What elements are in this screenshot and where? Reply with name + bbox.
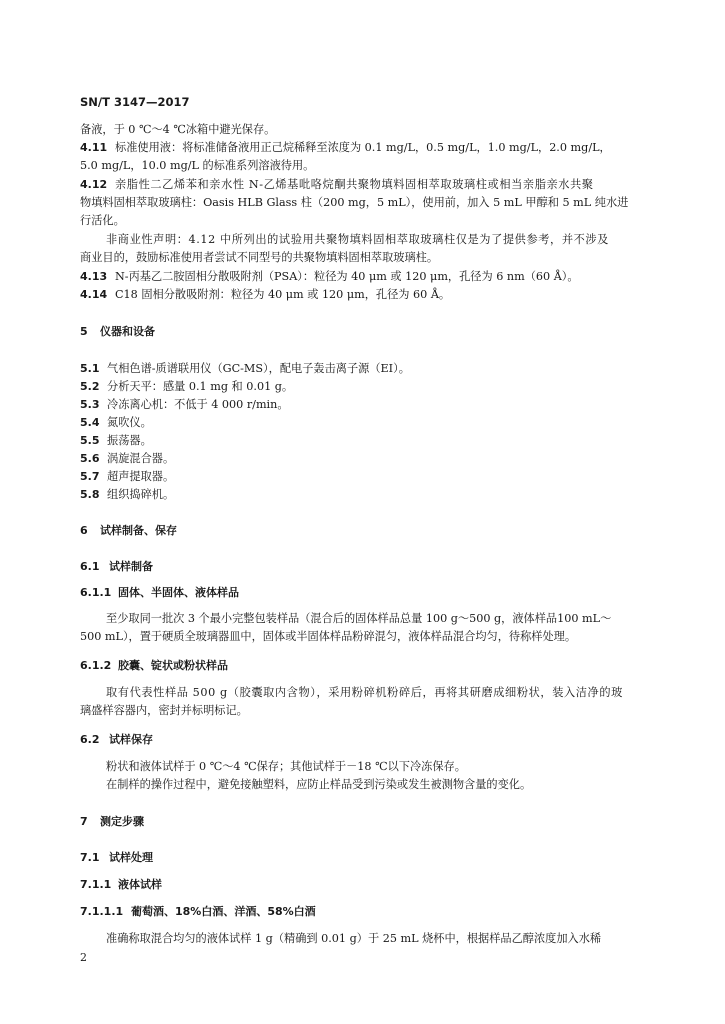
section-heading: 胶囊、锭状或粉状样品 <box>118 659 228 672</box>
paragraph-line: 涡旋混合器。 <box>107 452 175 465</box>
section-number: 7.1.1 <box>80 878 112 891</box>
paragraph-line: 超声提取器。 <box>107 470 175 483</box>
section-number: 7.1 <box>80 851 100 864</box>
section-number: 6 <box>80 524 88 537</box>
section-number: 6.1.2 <box>80 659 112 672</box>
paragraph-line: 粉状和液体试样于 0 ℃～4 ℃保存；其他试样于－18 ℃以下冷冻保存。 <box>106 760 466 773</box>
clause-number: 4.12 <box>80 178 108 191</box>
section-number: 5 <box>80 325 88 338</box>
page-number: 2 <box>80 951 87 964</box>
paragraph-line: 冷冻离心机：不低于 4 000 r/min。 <box>107 398 289 411</box>
clause-number: 4.11 <box>80 141 108 154</box>
section-number: 7 <box>80 815 88 828</box>
section-heading: 液体试样 <box>118 878 162 891</box>
note-line: 商业目的，鼓励标准使用者尝试不同型号的共聚物填料固相萃取玻璃柱。 <box>80 251 439 264</box>
paragraph-line: 行活化。 <box>80 214 125 227</box>
paragraph-line: 组织捣碎机。 <box>107 488 175 501</box>
paragraph-line: 振荡器。 <box>107 434 152 447</box>
paragraph-line: 分析天平：感量 0.1 mg 和 0.01 g。 <box>107 380 294 393</box>
section-heading: 试样保存 <box>109 733 153 746</box>
section-number: 7.1.1.1 <box>80 905 124 918</box>
paragraph-line: 璃盛样容器内，密封并标明标记。 <box>80 704 248 717</box>
paragraph-line: 取有代表性样品 500 g（胶囊取内含物），采用粉碎机粉碎后，再将其研磨成细粉状，装入洁净的玻 <box>106 686 623 699</box>
paragraph-line: 500 mL），置于硬质全玻璃器皿中，固体或半固体样品粉碎混匀，液体样品混合均匀，待称样处理。 <box>80 630 577 643</box>
section-heading: 测定步骤 <box>100 815 144 828</box>
paragraph-line: 5.0 mg/L，10.0 mg/L 的标准系列溶液待用。 <box>80 159 315 172</box>
paragraph-line: 物填料固相萃取玻璃柱：Oasis HLB Glass 柱（200 mg，5 mL），使用前，加入 5 mL 甲醇和 5 mL 纯水进 <box>80 196 629 209</box>
paragraph-line: C18 固相分散吸附剂：粒径为 40 μm 或 120 μm，孔径为 60 Å。 <box>115 288 451 301</box>
section-heading: 试样处理 <box>109 851 153 864</box>
section-heading: 固体、半固体、液体样品 <box>118 586 239 599</box>
section-number: 6.1 <box>80 560 100 573</box>
paragraph-line: 准确称取混合均匀的液体试样 1 g（精确到 0.01 g）于 25 mL 烧杯中，根据样品乙醇浓度加入水稀 <box>106 932 602 945</box>
section-heading: 试样制备 <box>109 560 153 573</box>
paragraph-line: 备液，于 0 ℃～4 ℃冰箱中避光保存。 <box>80 123 276 136</box>
clause-number: 5.6 <box>80 452 100 465</box>
clause-number: 4.14 <box>80 288 108 301</box>
clause-number: 5.5 <box>80 434 100 447</box>
paragraph-line: N-丙基乙二胺固相分散吸附剂（PSA）：粒径为 40 μm 或 120 μm，孔径为 6 nm（60 Å）。 <box>115 270 579 283</box>
paragraph-line: 至少取同一批次 3 个最小完整包装样品（混合后的固体样品总量 100 g～500 g，液体样品100 mL～ <box>106 612 612 625</box>
clause-number: 5.7 <box>80 470 100 483</box>
paragraph-line: 气相色谱-质谱联用仪（GC-MS），配电子轰击离子源（EI）。 <box>107 362 410 375</box>
section-number: 6.2 <box>80 733 100 746</box>
section-heading: 葡萄酒、18%白酒、洋酒、58%白酒 <box>131 905 316 918</box>
paragraph-line: 氮吹仪。 <box>107 416 152 429</box>
paragraph-line: 亲脂性二乙烯苯和亲水性 N-乙烯基吡咯烷酮共聚物填料固相萃取玻璃柱或相当亲脂亲水共聚 <box>115 178 594 191</box>
clause-number: 5.8 <box>80 488 100 501</box>
clause-number: 4.13 <box>80 270 108 283</box>
clause-number: 5.2 <box>80 380 100 393</box>
paragraph-line: 在制样的操作过程中，避免接触塑料，应防止样品受到污染或发生被测物含量的变化。 <box>106 778 532 791</box>
paragraph-line: 标准使用液：将标准储备液用正己烷稀释至浓度为 0.1 mg/L，0.5 mg/L，1.0 mg/L，2.0 mg/L， <box>115 141 611 154</box>
section-heading: 试样制备、保存 <box>100 524 177 537</box>
clause-number: 5.1 <box>80 362 100 375</box>
clause-number: 5.3 <box>80 398 100 411</box>
section-number: 6.1.1 <box>80 586 112 599</box>
section-heading: 仪器和设备 <box>100 325 155 338</box>
note-line: 非商业性声明：4.12 中所列出的试验用共聚物填料固相萃取玻璃柱仅是为了提供参考，并不涉及 <box>106 233 609 246</box>
standard-code: SN/T 3147—2017 <box>80 95 190 109</box>
clause-number: 5.4 <box>80 416 100 429</box>
